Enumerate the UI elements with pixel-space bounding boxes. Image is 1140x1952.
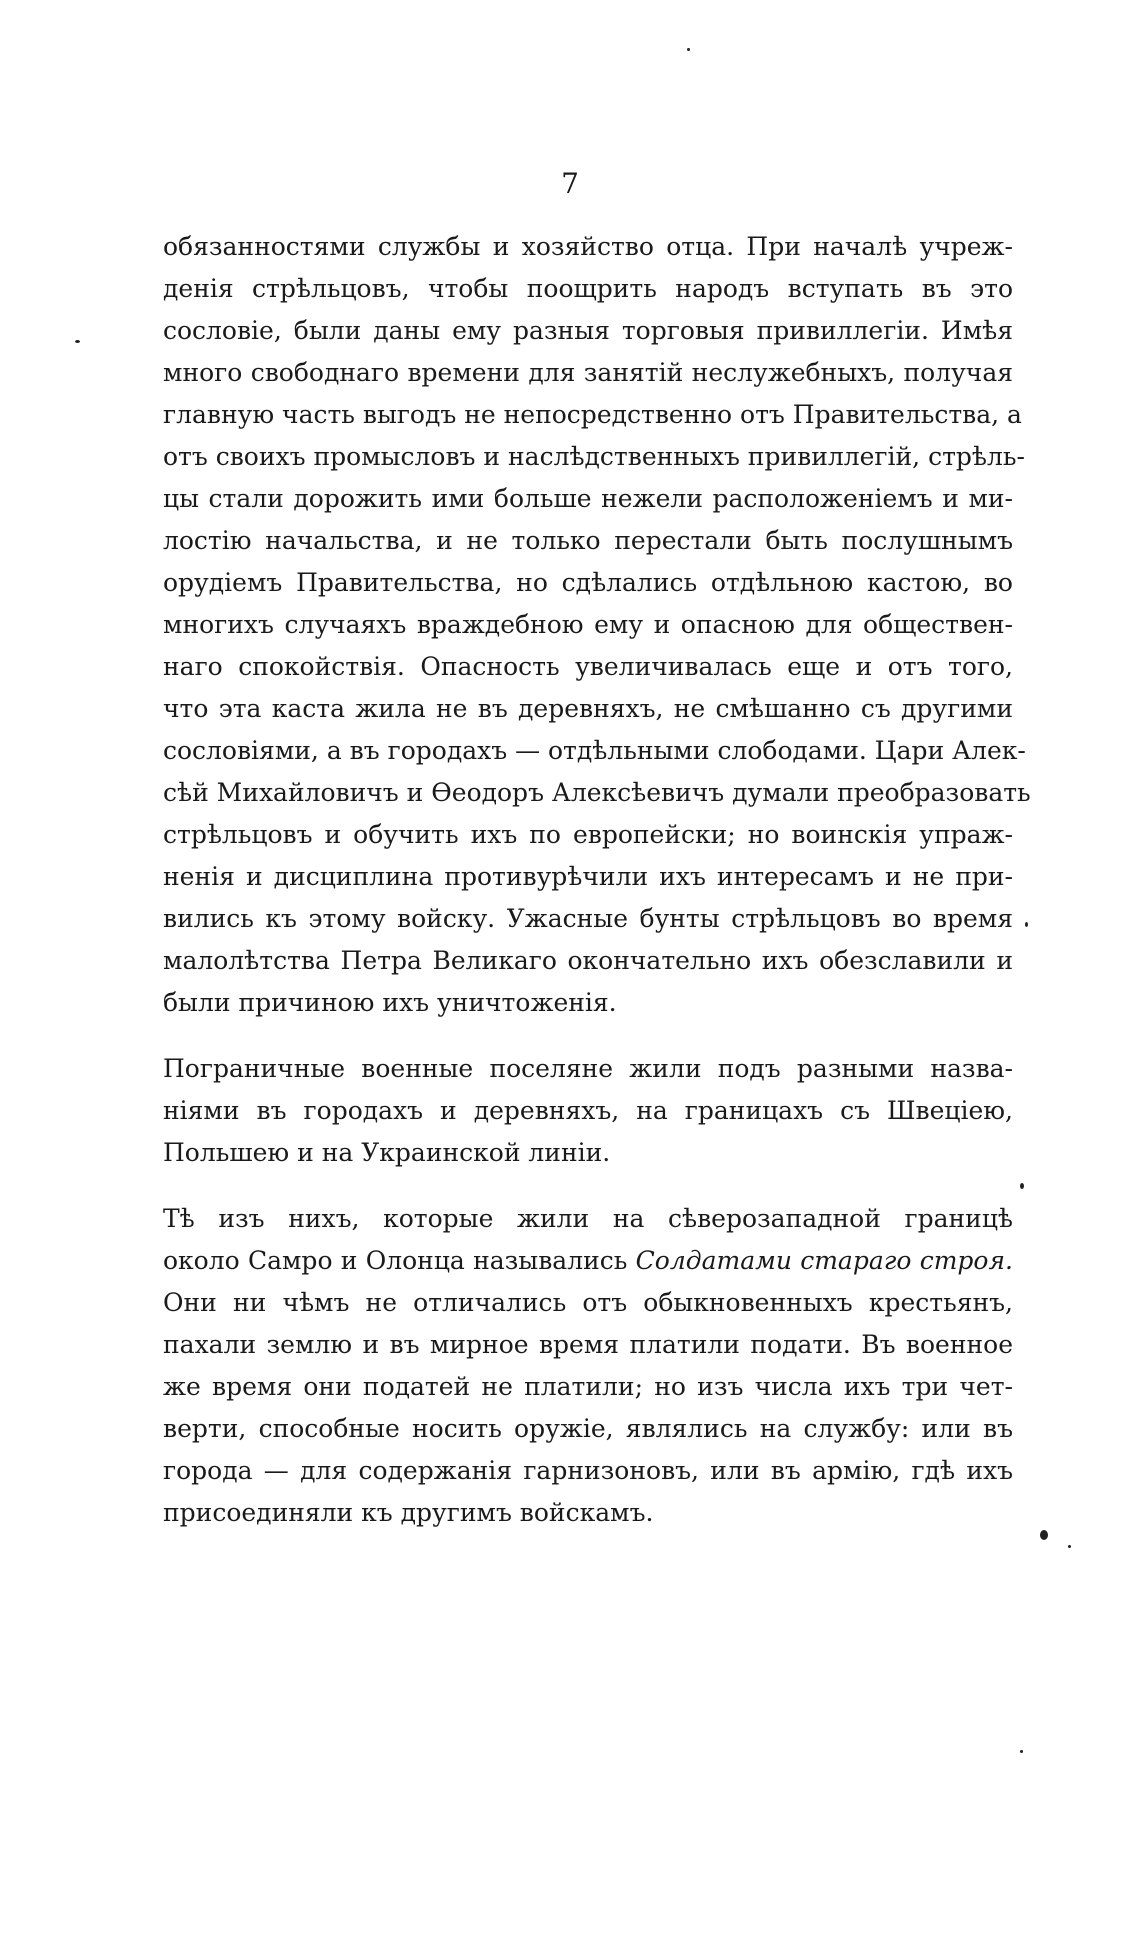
text-line: ніями въ городахъ и деревняхъ, на границахъ съ Швеціею, [163, 1096, 1013, 1125]
text-line: отъ своихъ промысловъ и наслѣдственныхъ привиллегій, стрѣль- [163, 442, 1025, 471]
body-text [163, 226, 1031, 1534]
paragraph-1 [163, 226, 1031, 1024]
text-segment: около Самро и Олонца назывались [163, 1246, 636, 1275]
text-line: города — для содержанія гарнизоновъ, или въ армію, гдѣ ихъ [163, 1456, 1013, 1485]
paragraph-gap [163, 1024, 1013, 1048]
paragraph-2 [163, 1048, 1013, 1174]
text-line: Пограничные военные поселяне жили подъ разными назва- [163, 1054, 1013, 1083]
paragraph-gap [163, 1174, 1013, 1198]
text-line: Тѣ изъ нихъ, которые жили на сѣверозападной границѣ [163, 1204, 1013, 1233]
scan-speck [1068, 1545, 1071, 1548]
text-line: цы стали дорожить ими больше нежели расположеніемъ и ми- [163, 484, 1013, 513]
text-line: главную часть выгодъ не непосредственно отъ Правительства, а [163, 400, 1022, 429]
text-line: были причиною ихъ уничтоженія. [163, 988, 617, 1017]
text-line: пахали землю и въ мирное время платили подати. Въ военное [163, 1330, 1013, 1359]
page-number: 7 [561, 167, 579, 200]
scan-speck [1025, 922, 1028, 927]
text-line: орудіемъ Правительства, но сдѣлались отдѣльною кастою, во [163, 568, 1013, 597]
emphasized-term: Солдатами стараго строя. [635, 1246, 1013, 1275]
text-line [163, 1240, 1013, 1282]
text-line: присоединяли къ другимъ войскамъ. [163, 1498, 654, 1527]
text-line: многихъ случаяхъ враждебною ему и опасною для обществен- [163, 610, 1013, 639]
text-line: сѣй Михайловичъ и Ѳеодоръ Алексѣевичъ думали преобразовать [163, 778, 1031, 807]
text-line: вились къ этому войску. Ужасные бунты стрѣльцовъ во время [163, 904, 1013, 933]
text-line: обязанностями службы и хозяйство отца. При началѣ учреж- [163, 232, 1013, 261]
text-line: много свободнаго времени для занятій неслужебныхъ, получая [163, 358, 1013, 387]
scan-speck [1020, 1183, 1024, 1189]
text-line: верти, способные носить оружіе, являлись на службу: или въ [163, 1414, 1013, 1443]
scan-speck [687, 48, 690, 51]
text-line: наго спокойствія. Опасность увеличивалась еще и отъ того, [163, 652, 1013, 681]
text-line: денія стрѣльцовъ, чтобы поощрить народъ вступать въ это [163, 274, 1013, 303]
text-line: ненія и дисциплина противурѣчили ихъ интересамъ и не при- [163, 862, 1013, 891]
text-line: лостію начальства, и не только перестали быть послушнымъ [163, 526, 1013, 555]
text-line: Они ни чѣмъ не отличались отъ обыкновенныхъ крестьянъ, [163, 1288, 1013, 1317]
scan-speck [75, 340, 80, 343]
text-line: малолѣтства Петра Великаго окончательно ихъ обезславили и [163, 946, 1013, 975]
text-line: сословіями, а въ городахъ — отдѣльными слободами. Цари Алек- [163, 736, 1026, 765]
text-line: Польшею и на Украинской линіи. [163, 1138, 611, 1167]
text-line: сословіе, были даны ему разныя торговыя привиллегіи. Имѣя [163, 316, 1013, 345]
text-line: стрѣльцовъ и обучить ихъ по европейски; но воинскія упраж- [163, 820, 1013, 849]
scan-speck [1040, 1530, 1048, 1540]
text-line: же время они податей не платили; но изъ числа ихъ три чет- [163, 1372, 1013, 1401]
text-line: что эта каста жила не въ деревняхъ, не смѣшанно съ другими [163, 694, 1013, 723]
scan-speck [1020, 1750, 1023, 1753]
paragraph-3 [163, 1198, 1013, 1534]
